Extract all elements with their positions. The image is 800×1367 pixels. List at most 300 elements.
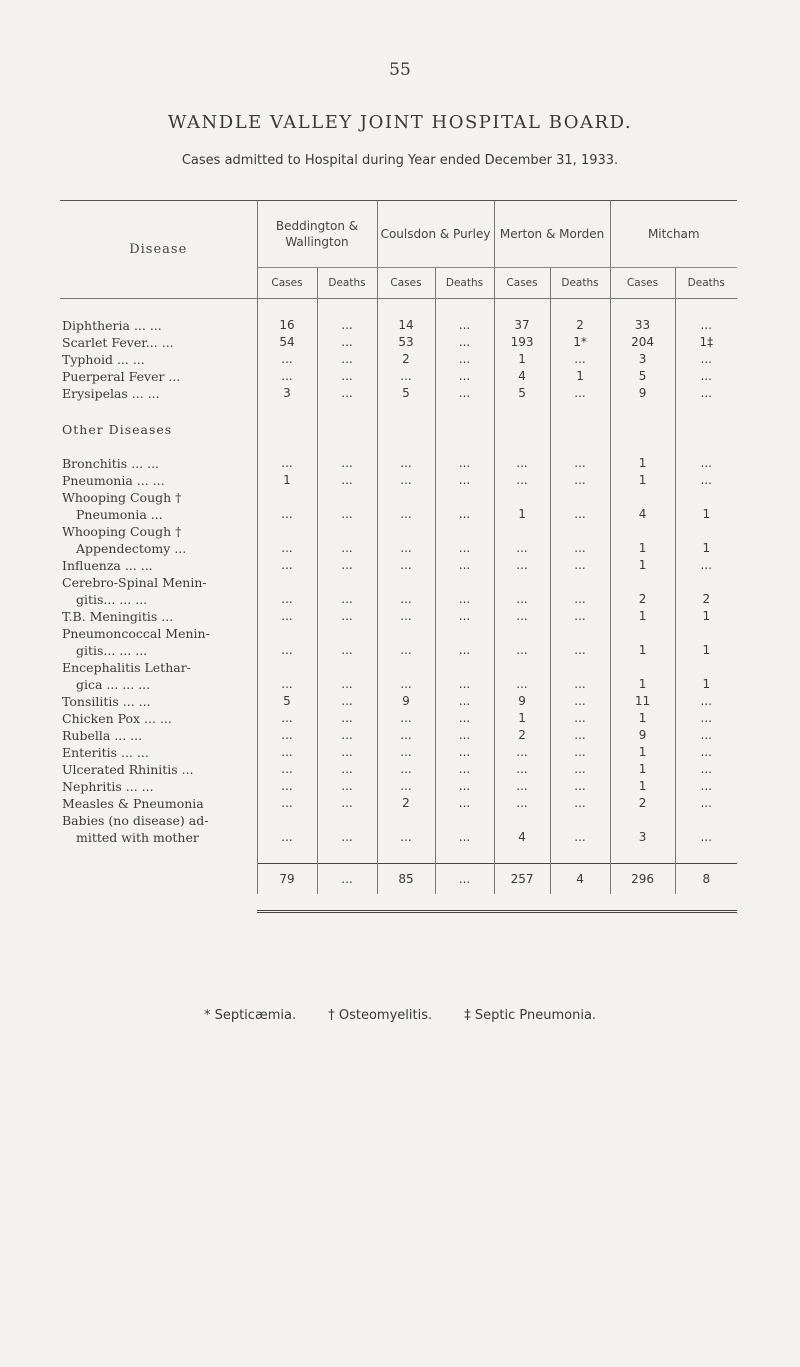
page-subtitle: Cases admitted to Hospital during Year ended December 31, 1933. — [181, 153, 619, 168]
table-body — [60, 299, 737, 912]
deaths-value: ... — [435, 761, 494, 778]
cases-value: ... — [377, 455, 435, 472]
double-rule — [377, 894, 435, 911]
disease-name — [60, 761, 257, 778]
cases-value: 1 — [610, 455, 675, 472]
cases-value: 11 — [610, 693, 675, 710]
empty-cell — [60, 438, 257, 455]
cases-value: 2 — [377, 351, 435, 368]
disease-name-line: gitis... ... ... — [76, 592, 148, 607]
deaths-header: Deaths — [550, 268, 610, 299]
hospital-admissions-table — [60, 200, 737, 913]
empty-cell — [257, 402, 317, 438]
deaths-value: ... — [550, 710, 610, 727]
deaths-value: ... — [435, 368, 494, 385]
cases-value: 1 — [494, 710, 550, 727]
deaths-value: ... — [317, 523, 377, 557]
cases-header: Cases — [377, 268, 435, 299]
cases-value: 2 — [494, 727, 550, 744]
cases-value: ... — [494, 574, 550, 608]
double-rule — [257, 894, 317, 911]
cases-header: Cases — [257, 268, 317, 299]
deaths-value: ... — [550, 574, 610, 608]
disease-name-line: Rubella ... ... — [62, 728, 143, 743]
deaths-value: ... — [435, 489, 494, 523]
deaths-value: ... — [317, 334, 377, 351]
cases-value: ... — [257, 455, 317, 472]
double-rule — [675, 894, 737, 911]
disease-name-line: Measles & Pneumonia — [62, 796, 204, 811]
disease-name — [60, 574, 257, 608]
disease-name-line: Ulcerated Rhinitis ... — [62, 762, 194, 777]
cases-value: 37 — [494, 317, 550, 334]
disease-name — [60, 368, 257, 385]
deaths-value: 2 — [675, 574, 737, 608]
disease-name — [60, 693, 257, 710]
table-row — [60, 385, 737, 402]
cases-value: ... — [257, 727, 317, 744]
cases-value: 3 — [257, 385, 317, 402]
spacer-row — [60, 846, 737, 864]
deaths-value: ... — [550, 778, 610, 795]
double-rule — [494, 894, 550, 911]
disease-name — [60, 557, 257, 574]
cases-value: 2 — [610, 574, 675, 608]
deaths-value: ... — [675, 727, 737, 744]
deaths-value: ... — [550, 693, 610, 710]
table-row — [60, 710, 737, 727]
footnote-septicaemia: * Septicæmia. — [203, 1008, 297, 1023]
cases-value: 4 — [610, 489, 675, 523]
cases-value: 1 — [610, 761, 675, 778]
deaths-header: Deaths — [675, 268, 737, 299]
cases-value: ... — [257, 574, 317, 608]
cases-value: 54 — [257, 334, 317, 351]
empty-cell — [257, 846, 317, 864]
total-deaths: ... — [435, 864, 494, 895]
cases-value: 9 — [610, 727, 675, 744]
cases-value: 5 — [377, 385, 435, 402]
cases-value: 1 — [610, 608, 675, 625]
empty-cell — [377, 438, 435, 455]
table-row — [60, 795, 737, 812]
deaths-value: ... — [435, 795, 494, 812]
deaths-value: ... — [675, 812, 737, 846]
deaths-value: ... — [435, 455, 494, 472]
disease-name-line: Puerperal Fever ... — [62, 369, 181, 384]
total-deaths: ... — [317, 864, 377, 895]
deaths-value: ... — [317, 368, 377, 385]
disease-name — [60, 334, 257, 351]
cases-header: Cases — [494, 268, 550, 299]
deaths-value: ... — [317, 385, 377, 402]
table-row — [60, 625, 737, 659]
group-header-merton: Merton & Morden — [494, 201, 610, 268]
cases-value: ... — [257, 523, 317, 557]
deaths-value: ... — [550, 523, 610, 557]
disease-name-line: Nephritis ... ... — [62, 779, 154, 794]
deaths-value: 1* — [550, 334, 610, 351]
cases-value: 9 — [610, 385, 675, 402]
cases-value: ... — [494, 472, 550, 489]
deaths-value: 1‡ — [675, 334, 737, 351]
deaths-value: ... — [675, 693, 737, 710]
table-row — [60, 368, 737, 385]
table-row — [60, 574, 737, 608]
disease-name-line: gitis... ... ... — [76, 643, 148, 658]
empty-cell — [550, 846, 610, 864]
disease-name-line: Scarlet Fever... ... — [62, 335, 174, 350]
cases-value: 1 — [494, 489, 550, 523]
deaths-value: ... — [317, 727, 377, 744]
deaths-value: ... — [317, 693, 377, 710]
disease-name — [60, 455, 257, 472]
deaths-value: ... — [550, 795, 610, 812]
cases-value: ... — [494, 659, 550, 693]
double-rule — [435, 894, 494, 911]
table-row — [60, 744, 737, 761]
deaths-value: ... — [435, 608, 494, 625]
table-row — [60, 761, 737, 778]
deaths-value: ... — [435, 710, 494, 727]
cases-value: ... — [494, 761, 550, 778]
footnotes — [0, 1008, 800, 1023]
deaths-value: ... — [317, 351, 377, 368]
deaths-value: ... — [435, 574, 494, 608]
cases-value: 2 — [377, 795, 435, 812]
cases-value: 1 — [610, 659, 675, 693]
deaths-value: ... — [317, 812, 377, 846]
cases-value: ... — [257, 368, 317, 385]
deaths-value: ... — [675, 317, 737, 334]
disease-name — [60, 744, 257, 761]
deaths-value: ... — [550, 744, 610, 761]
total-cases: 85 — [377, 864, 435, 895]
deaths-value: ... — [550, 351, 610, 368]
cases-value: ... — [377, 625, 435, 659]
table-row — [60, 812, 737, 846]
disease-name — [60, 727, 257, 744]
cases-value: ... — [494, 744, 550, 761]
double-rule — [550, 894, 610, 911]
disease-name-line: Bronchitis ... ... — [62, 456, 160, 471]
deaths-value: ... — [435, 472, 494, 489]
cases-value: ... — [257, 778, 317, 795]
disease-name — [60, 778, 257, 795]
cases-value: 5 — [494, 385, 550, 402]
deaths-value: ... — [675, 778, 737, 795]
deaths-value: ... — [675, 761, 737, 778]
cases-value: 193 — [494, 334, 550, 351]
empty-cell — [610, 402, 675, 438]
deaths-value: ... — [550, 489, 610, 523]
cases-value: 1 — [610, 523, 675, 557]
disease-column-header: Disease — [60, 201, 257, 299]
disease-name-line: Cerebro-Spinal Menin- — [62, 575, 207, 590]
cases-value: ... — [257, 659, 317, 693]
cases-value: ... — [377, 778, 435, 795]
cases-value: ... — [377, 727, 435, 744]
deaths-value: ... — [675, 744, 737, 761]
deaths-value: ... — [317, 710, 377, 727]
cases-value: ... — [494, 795, 550, 812]
cases-value: ... — [257, 812, 317, 846]
double-rule — [317, 894, 377, 911]
disease-name — [60, 608, 257, 625]
deaths-value: ... — [550, 727, 610, 744]
table-row — [60, 455, 737, 472]
deaths-value: 1 — [550, 368, 610, 385]
deaths-value: ... — [435, 727, 494, 744]
cases-value: 1 — [257, 472, 317, 489]
deaths-value: 1 — [675, 625, 737, 659]
empty-cell — [377, 846, 435, 864]
empty-cell — [494, 846, 550, 864]
section-row-other-diseases — [60, 402, 737, 438]
deaths-value: ... — [317, 317, 377, 334]
cases-value: ... — [257, 608, 317, 625]
cases-value: 1 — [610, 557, 675, 574]
cases-header: Cases — [610, 268, 675, 299]
deaths-value: ... — [435, 317, 494, 334]
cases-value: 53 — [377, 334, 435, 351]
disease-name-line: Pneumonia ... ... — [62, 473, 165, 488]
empty-cell — [317, 402, 377, 438]
deaths-value: ... — [317, 625, 377, 659]
footnote-osteomyelitis: † Osteomyelitis. — [328, 1008, 433, 1023]
empty-cell — [257, 438, 317, 455]
double-rule-row — [60, 894, 737, 911]
disease-name-line: gica ... ... ... — [76, 677, 151, 692]
deaths-value: 1 — [675, 523, 737, 557]
disease-name — [60, 317, 257, 334]
cases-value: 1 — [610, 778, 675, 795]
empty-cell — [60, 846, 257, 864]
disease-name-line: T.B. Meningitis ... — [62, 609, 174, 624]
cases-value: ... — [257, 489, 317, 523]
disease-name-line: Whooping Cough † — [62, 524, 182, 539]
cases-value: 1 — [610, 710, 675, 727]
deaths-value: ... — [435, 778, 494, 795]
cases-value: ... — [377, 812, 435, 846]
deaths-value: ... — [435, 812, 494, 846]
cases-value: ... — [257, 351, 317, 368]
deaths-value: ... — [317, 659, 377, 693]
empty-cell — [675, 846, 737, 864]
deaths-value: ... — [550, 385, 610, 402]
cases-value: ... — [377, 761, 435, 778]
disease-name-line: Pneumoncoccal Menin- — [62, 626, 210, 641]
table-row — [60, 472, 737, 489]
disease-name — [60, 472, 257, 489]
total-cases: 257 — [494, 864, 550, 895]
cases-value: 33 — [610, 317, 675, 334]
deaths-value: ... — [435, 693, 494, 710]
empty-cell — [610, 438, 675, 455]
cases-value: ... — [257, 557, 317, 574]
empty-cell — [675, 438, 737, 455]
deaths-value: ... — [550, 812, 610, 846]
cases-value: ... — [377, 574, 435, 608]
cases-value: 3 — [610, 351, 675, 368]
deaths-value: ... — [550, 472, 610, 489]
deaths-value: ... — [675, 472, 737, 489]
table-row — [60, 659, 737, 693]
cases-value: ... — [494, 557, 550, 574]
empty-cell — [317, 846, 377, 864]
cases-value: ... — [257, 710, 317, 727]
cases-value: 204 — [610, 334, 675, 351]
cases-value: 4 — [494, 368, 550, 385]
cases-value: ... — [257, 795, 317, 812]
empty-cell — [494, 438, 550, 455]
cases-value: ... — [377, 557, 435, 574]
cases-value: ... — [257, 744, 317, 761]
deaths-value: ... — [317, 795, 377, 812]
deaths-value: ... — [435, 351, 494, 368]
deaths-value: ... — [435, 523, 494, 557]
deaths-value: ... — [317, 472, 377, 489]
cases-value: ... — [494, 523, 550, 557]
deaths-value: 1 — [675, 608, 737, 625]
cases-value: 16 — [257, 317, 317, 334]
empty-cell — [550, 402, 610, 438]
cases-value: ... — [377, 523, 435, 557]
table-row — [60, 557, 737, 574]
cases-value: ... — [377, 489, 435, 523]
table-row — [60, 489, 737, 523]
empty-cell — [675, 402, 737, 438]
deaths-value: 2 — [550, 317, 610, 334]
deaths-value: ... — [675, 351, 737, 368]
deaths-value: ... — [675, 455, 737, 472]
deaths-value: ... — [550, 761, 610, 778]
empty-cell — [377, 402, 435, 438]
disease-name — [60, 489, 257, 523]
cases-value: 1 — [610, 472, 675, 489]
cases-value: 1 — [494, 351, 550, 368]
cases-value: ... — [377, 472, 435, 489]
cases-value: ... — [494, 455, 550, 472]
empty-cell — [435, 402, 494, 438]
cases-value: 2 — [610, 795, 675, 812]
total-cases: 296 — [610, 864, 675, 895]
table-row — [60, 334, 737, 351]
table-row — [60, 523, 737, 557]
deaths-value: ... — [435, 557, 494, 574]
disease-name — [60, 385, 257, 402]
disease-name — [60, 812, 257, 846]
total-deaths: 8 — [675, 864, 737, 895]
deaths-value: ... — [435, 659, 494, 693]
table-row — [60, 693, 737, 710]
page-title: WANDLE VALLEY JOINT HOSPITAL BOARD. — [167, 112, 633, 133]
double-rule — [610, 894, 675, 911]
spacer-row — [60, 438, 737, 455]
table-row — [60, 351, 737, 368]
table-row — [60, 778, 737, 795]
disease-name-line: mitted with mother — [76, 830, 199, 845]
cases-value: ... — [494, 778, 550, 795]
cases-value: 3 — [610, 812, 675, 846]
group-header-beddington: Beddington & Wallington — [257, 201, 377, 268]
deaths-header: Deaths — [435, 268, 494, 299]
deaths-header: Deaths — [317, 268, 377, 299]
empty-cell — [610, 846, 675, 864]
deaths-value: 1 — [675, 659, 737, 693]
deaths-value: ... — [550, 455, 610, 472]
totals-label-cell — [60, 864, 257, 895]
footnote-septic-pneumonia: ‡ Septic Pneumonia. — [464, 1008, 597, 1023]
totals-row — [60, 864, 737, 895]
deaths-value: ... — [435, 334, 494, 351]
deaths-value: ... — [435, 744, 494, 761]
disease-name — [60, 659, 257, 693]
cases-value: 1 — [610, 625, 675, 659]
disease-name-line: Enteritis ... ... — [62, 745, 149, 760]
cases-value: ... — [377, 710, 435, 727]
table-row — [60, 608, 737, 625]
cases-value: ... — [377, 744, 435, 761]
cases-value: ... — [377, 368, 435, 385]
disease-name-line: Influenza ... ... — [62, 558, 153, 573]
deaths-value: ... — [317, 761, 377, 778]
cases-value: 14 — [377, 317, 435, 334]
cases-value: ... — [494, 625, 550, 659]
empty-cell — [317, 438, 377, 455]
deaths-value: ... — [550, 625, 610, 659]
deaths-value: ... — [317, 489, 377, 523]
empty-cell — [60, 894, 257, 911]
cases-value: 9 — [494, 693, 550, 710]
spacer-row — [60, 299, 737, 318]
section-heading: Other Diseases — [62, 422, 173, 437]
cases-value: ... — [377, 608, 435, 625]
cases-value: 4 — [494, 812, 550, 846]
disease-name-line: Chicken Pox ... ... — [62, 711, 172, 726]
cases-value: ... — [257, 625, 317, 659]
table-row — [60, 317, 737, 334]
cases-value: 9 — [377, 693, 435, 710]
deaths-value: ... — [675, 557, 737, 574]
disease-name-line: Appendectomy ... — [76, 541, 187, 556]
deaths-value: ... — [317, 744, 377, 761]
disease-name — [60, 523, 257, 557]
deaths-value: ... — [675, 710, 737, 727]
deaths-value: ... — [317, 574, 377, 608]
disease-name-line: Pneumonia ... — [76, 507, 163, 522]
disease-name — [60, 795, 257, 812]
disease-name — [60, 351, 257, 368]
page-number: 55 — [389, 60, 411, 80]
deaths-value: ... — [317, 557, 377, 574]
deaths-value: ... — [675, 795, 737, 812]
deaths-value: ... — [675, 385, 737, 402]
disease-name-line: Tonsilitis ... ... — [62, 694, 151, 709]
disease-name-line: Typhoid ... ... — [62, 352, 145, 367]
cases-value: ... — [494, 608, 550, 625]
cases-value: 5 — [257, 693, 317, 710]
cases-value: ... — [257, 761, 317, 778]
disease-name-line: Whooping Cough † — [62, 490, 182, 505]
empty-cell — [494, 402, 550, 438]
disease-name-line: Diphtheria ... ... — [62, 318, 162, 333]
cases-value: 1 — [610, 744, 675, 761]
empty-cell — [435, 438, 494, 455]
deaths-value: ... — [675, 368, 737, 385]
deaths-value: 1 — [675, 489, 737, 523]
deaths-value: ... — [317, 608, 377, 625]
